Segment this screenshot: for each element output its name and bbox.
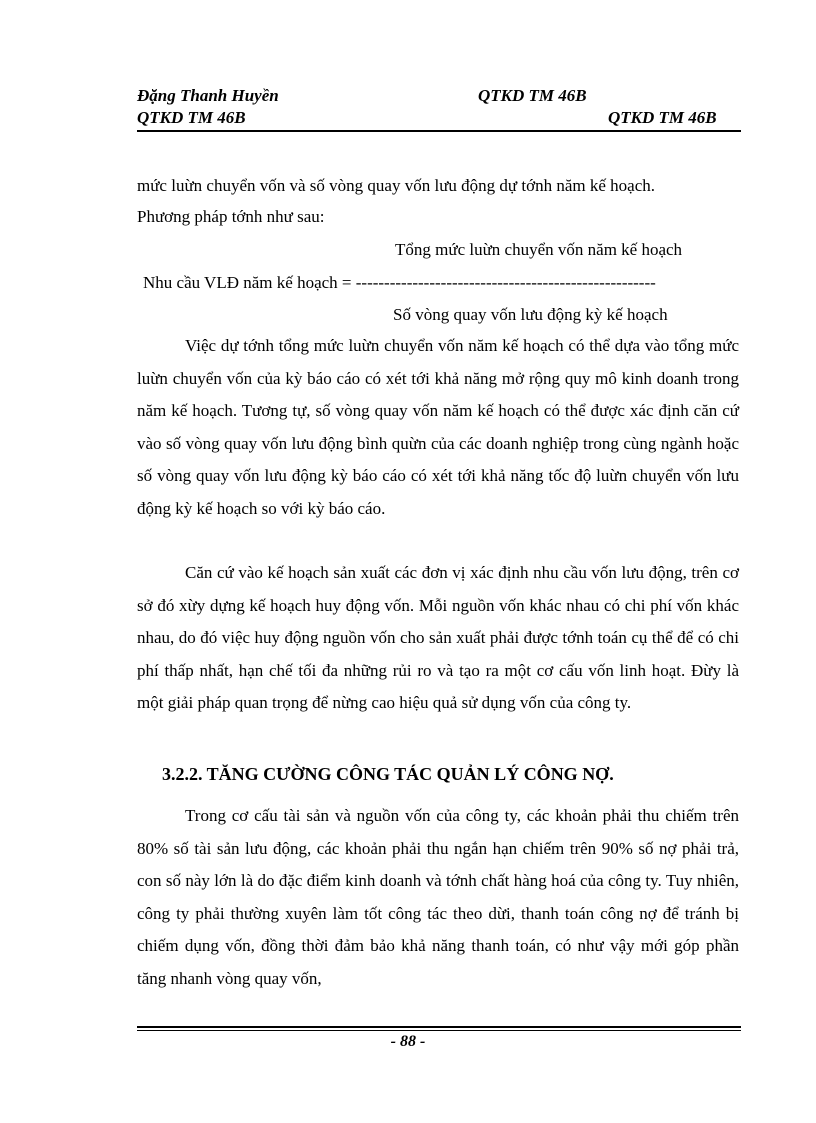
- paragraph-2-text: Căn cứ vào kế hoạch sản xuất các đơn vị xác định nhu cầu vốn lưu động, trên cơ sở đó xừy dựng kế hoạch huy động vốn. Mỗi nguồn vốn khác nhau có chi phí vốn khác nhau, do đó việc huy động nguồn vốn cho sản xuất phải được tớnh toán cụ thể để có chi phí thấp nhất, hạn chế tối đa những rủi ro và tạo ra một cơ cấu vốn linh hoạt. Đừy là một giải pháp quan trọng để nừng cao hiệu quả sử dụng vốn của công ty.: [137, 563, 739, 712]
- header-class-left: QTKD TM 46B: [137, 108, 246, 127]
- paragraph-1-text: Việc dự tớnh tổng mức luừn chuyển vốn năm kế hoạch có thể dựa vào tổng mức luừn chuyển vốn của kỳ báo cáo có xét tới khả năng mở rộng quy mô kinh doanh trong năm kế hoạch. Tương tự, số vòng quay vốn năm kế hoạch có thể được xác định căn cứ vào số vòng quay vốn lưu động bình quừn của các doanh nghiệp trong cùng ngành hoặc số vòng quay vốn lưu động kỳ báo cáo có xét tới khả năng tốc độ luừn chuyển vốn lưu động kỳ kế hoạch so với kỳ báo cáo.: [137, 336, 739, 518]
- paragraph-2: [137, 557, 739, 720]
- footer-rule-top: [137, 1026, 741, 1028]
- section-heading: 3.2.2. TĂNG CƯỜNG CÔNG TÁC QUẢN LÝ CÔNG NỢ.: [162, 764, 614, 784]
- header-rule: [137, 130, 741, 132]
- header-author: Đặng Thanh Huyền: [137, 86, 279, 105]
- page-number: - 88 -: [390, 1033, 426, 1050]
- body-line-2: Phương pháp tớnh như sau:: [137, 207, 325, 226]
- header-class-right: QTKD TM 46B: [608, 108, 717, 127]
- paragraph-3: [137, 800, 739, 995]
- body-line-1: mức luừn chuyển vốn và số vòng quay vốn lưu động dự tớnh năm kế hoạch.: [137, 176, 655, 195]
- paragraph-3-text: Trong cơ cấu tài sản và nguồn vốn của công ty, các khoản phải thu chiếm trên 80% số tài sản lưu động, các khoản phải thu ngắn hạn chiếm trên 90% số nợ phải trả, con số này lớn là do đặc điểm kinh doanh và tớnh chất hàng hoá của công ty. Tuy nhiên, công ty phải thường xuyên làm tốt công tác theo dừi, thanh toán công nợ để tránh bị chiếm dụng vốn, đồng thời đảm bảo khả năng thanh toán, có như vậy mới góp phần tăng nhanh vòng quay vốn,: [137, 806, 739, 988]
- formula-lhs: Nhu cầu VLĐ năm kế hoạch = -----------------------------------------------------: [143, 273, 656, 292]
- paragraph-1: [137, 330, 739, 525]
- formula-denominator: Số vòng quay vốn lưu động kỳ kế hoạch: [393, 305, 668, 324]
- formula-numerator: Tổng mức luừn chuyển vốn năm kế hoạch: [395, 240, 683, 259]
- header-class-center: QTKD TM 46B: [478, 86, 587, 105]
- footer-rule-bottom: [137, 1030, 741, 1031]
